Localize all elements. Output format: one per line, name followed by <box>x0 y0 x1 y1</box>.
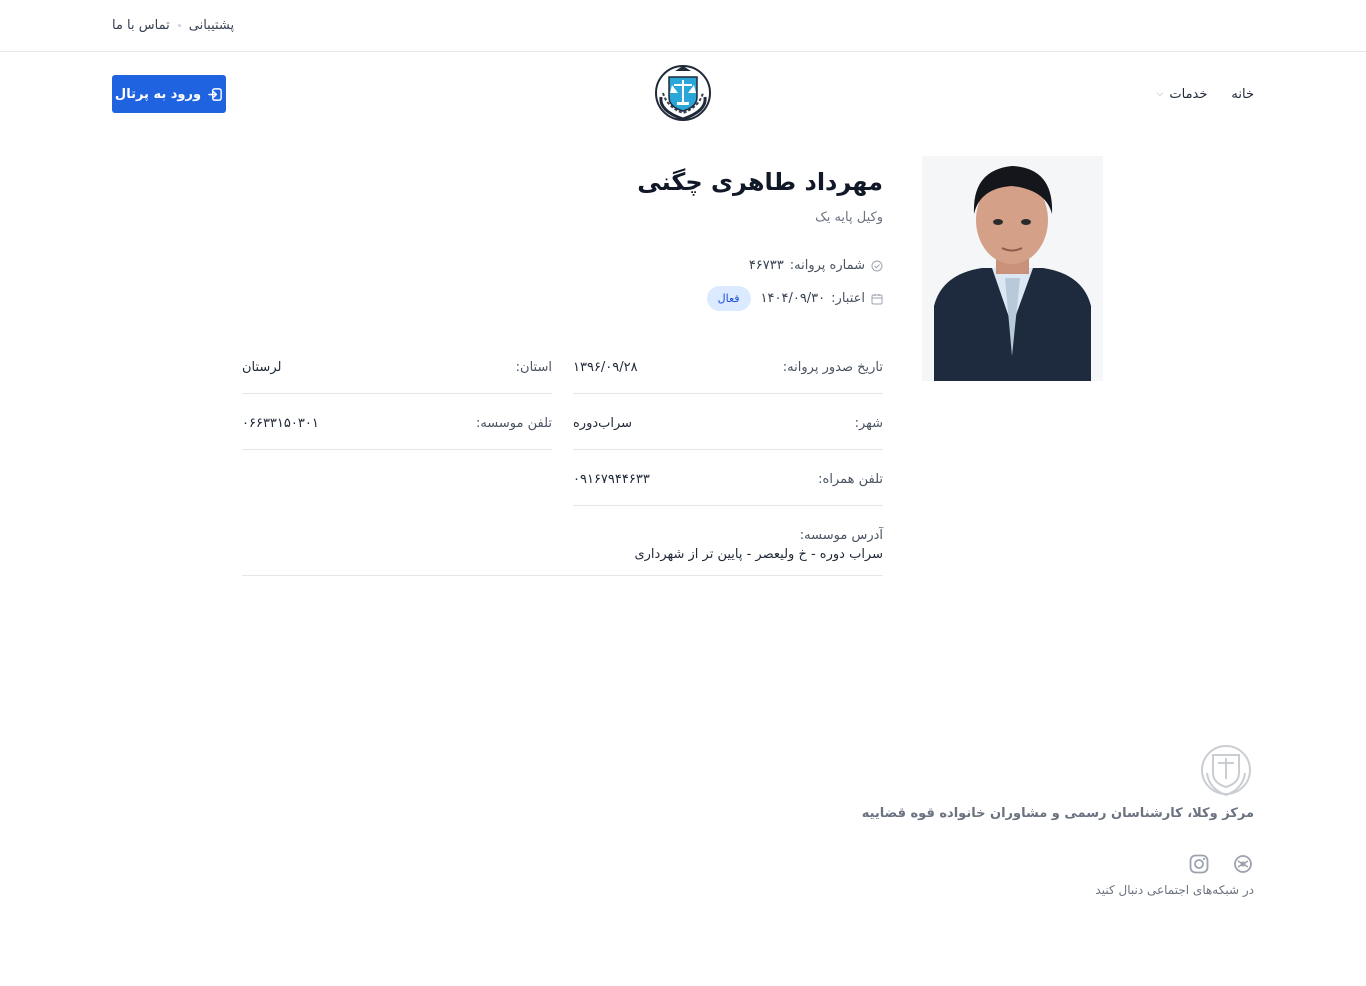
calendar-icon <box>871 293 883 305</box>
office-phone-value[interactable]: ۰۶۶۳۳۱۵۰۳۰۱ <box>242 416 319 431</box>
address-value: سراب دوره - خ ولیعصر - پایین تر از شهرداری <box>634 547 883 562</box>
chevron-down-icon: ⌵ <box>1156 89 1164 99</box>
nav-home[interactable] <box>1231 87 1254 102</box>
footer-org-name: مرکز وکلا، کارشناسان رسمی و مشاوران خانواده قوه قضاییه <box>861 806 1254 821</box>
login-icon <box>208 87 223 102</box>
portal-login-button[interactable] <box>112 75 226 113</box>
mobile-field <box>573 472 883 506</box>
judiciary-logo[interactable] <box>653 63 713 123</box>
city-value: سراب‌دوره <box>573 416 633 431</box>
status-badge: فعال <box>707 286 751 311</box>
instagram-icon[interactable] <box>1188 853 1210 875</box>
validity-value: ۱۴۰۴/۰۹/۳۰ <box>760 291 826 306</box>
nav-home-label: خانه <box>1231 86 1254 102</box>
person-portrait-icon <box>922 156 1103 381</box>
mobile-label: تلفن همراه: <box>818 472 883 487</box>
social-links <box>1188 853 1254 875</box>
license-row <box>749 258 883 273</box>
issue-date-label: تاریخ صدور پروانه: <box>782 360 883 375</box>
main-nav <box>1157 82 1254 106</box>
address-label: آدرس موسسه: <box>799 528 883 543</box>
check-circle-icon <box>871 260 883 272</box>
issue-date-value: ۱۳۹۶/۰۹/۲۸ <box>573 360 638 375</box>
nav-services[interactable] <box>1157 87 1208 102</box>
top-bar <box>0 0 1366 52</box>
province-field <box>242 360 552 394</box>
lawyer-name: مهرداد طاهری چگنی <box>637 168 883 196</box>
city-field <box>573 416 883 450</box>
validity-row <box>707 286 883 311</box>
contact-link[interactable]: تماس با ما <box>112 17 170 33</box>
issue-date-field <box>573 360 883 394</box>
emblem-icon <box>653 63 713 123</box>
footer-logo <box>1199 743 1253 797</box>
province-value: لرستان <box>242 360 282 375</box>
mobile-value[interactable]: ۰۹۱۶۷۹۴۴۶۳۳ <box>573 472 650 487</box>
province-label: استان: <box>515 360 552 375</box>
portal-login-label: ورود به پرتال <box>114 86 202 102</box>
office-phone-field <box>242 416 552 450</box>
city-label: شهر: <box>854 416 883 431</box>
license-value: ۴۶۷۳۳ <box>748 258 784 273</box>
nav-services-label: خدمات <box>1169 86 1208 102</box>
office-phone-label: تلفن موسسه: <box>475 416 552 431</box>
lawyer-title: وکیل پایه یک <box>815 210 883 225</box>
validity-label: اعتبار: <box>831 291 865 306</box>
rubika-icon[interactable] <box>1232 853 1254 875</box>
address-field <box>242 528 883 576</box>
top-links <box>112 15 234 35</box>
profile-photo <box>922 156 1103 381</box>
support-link[interactable]: پشتیبانی <box>188 17 235 33</box>
link-separator <box>178 24 181 27</box>
footer-follow-text: در شبکه‌های اجتماعی دنبال کنید <box>1095 883 1254 897</box>
emblem-icon <box>1199 743 1253 797</box>
license-label: شماره پروانه: <box>789 258 865 273</box>
